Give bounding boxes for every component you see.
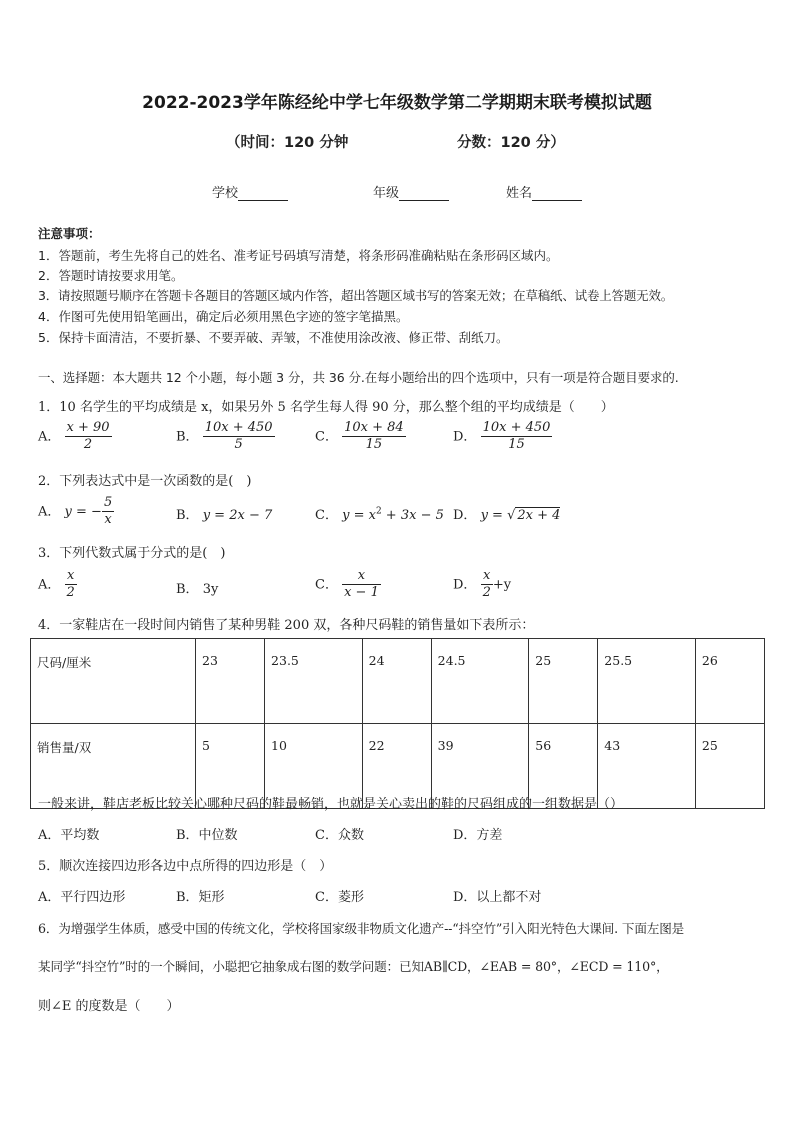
section-heading: 一、选择题：本大题共 12 个小题，每小题 3 分，共 36 分.在每小题给出的四个选项中，只有一项是符合题目要求的.	[38, 370, 679, 385]
q2-option-a: A． y = − $\frac{5}{x}$	[38, 495, 113, 528]
q4-followup: 一般来讲，鞋店老板比较关心哪种尺码的鞋最畅销，也就是关心卖出的鞋的尺码组成的一组数据是（）	[38, 797, 624, 812]
grade-field	[373, 182, 449, 201]
fraction: $\frac{x + 90}{2}$	[66, 420, 110, 453]
q5-option-d: D．以上都不对	[453, 890, 542, 905]
q4-stem: 4．一家鞋店在一段时间内销售了某种男鞋 200 双，各种尺码鞋的销售量如下表所示：	[38, 618, 535, 633]
table-cell: 25	[529, 639, 598, 724]
q5-stem: 5．顺次连接四边形各边中点所得的四边形是（ ）	[38, 859, 333, 874]
q6-line3: 则∠E 的度数是（ ）	[38, 999, 180, 1014]
radical: 2x + 4	[517, 508, 561, 523]
q5-option-a: A．平行四边形	[38, 890, 126, 905]
grade-blank	[399, 187, 449, 201]
table-cell: 5	[196, 724, 265, 809]
exam-title: 2022-2023学年陈经纶中学七年级数学第二学期期末联考模拟试题	[142, 93, 652, 113]
q1-option-c: C． $\frac{10x + 84}{15}$	[315, 420, 404, 453]
notice-item: 3．请按照题号顺序在答题卡各题目的答题区域内作答，超出答题区域书写的答案无效；在草稿纸、试卷上答题无效。	[38, 288, 674, 303]
notice-heading: 注意事项：	[38, 226, 101, 241]
name-label: 姓名	[506, 186, 533, 201]
q3-option-d: D． $\frac{x}{2}$ +y	[453, 568, 512, 601]
table-cell: 39	[431, 724, 529, 809]
q1-stem: 1．10 名学生的平均成绩是 x，如果另外 5 名学生每人得 90 分，那么整个组的平均成绩是（ ）	[38, 400, 614, 415]
table-cell: 10	[265, 724, 363, 809]
q4-option-b: B．中位数	[176, 828, 238, 843]
q3-option-b: B． 3y	[176, 582, 219, 597]
q6-line2: 某同学“抖空竹”时的一个瞬间，小聪把它抽象成右图的数学问题：已知AB∥CD，∠EAB = 80°，∠ECD = 110°，	[38, 959, 669, 974]
table-cell: 23.5	[265, 639, 363, 724]
table-cell: 25	[695, 724, 764, 809]
q2-option-d: D． y = √ 2x + 4	[453, 508, 561, 523]
name-blank	[532, 187, 582, 201]
q1-option-b: B． $\frac{10x + 450}{5}$	[176, 420, 273, 453]
q5-option-c: C．菱形	[315, 890, 364, 905]
table-cell: 43	[598, 724, 696, 809]
q2-option-c: C． $y = x^2 + 3x - 5$	[315, 506, 444, 523]
exam-time: （时间：120 分钟	[226, 135, 349, 151]
q1-option-d: D． $\frac{10x + 450}{15}$	[453, 420, 551, 453]
fraction: $\frac{x}{2}$	[482, 568, 491, 601]
q4-option-c: C．众数	[315, 828, 364, 843]
q3-option-c: C． $\frac{x}{x - 1}$	[315, 568, 379, 601]
fraction: $\frac{x}{x - 1}$	[344, 568, 379, 601]
fraction: $\frac{5}{x}$	[103, 495, 113, 528]
q2-option-b: B． y = 2x − 7	[176, 508, 273, 523]
table-cell: 25.5	[598, 639, 696, 724]
q4-option-a: A．平均数	[38, 828, 100, 843]
table-cell: 56	[529, 724, 598, 809]
q4-option-d: D．方差	[453, 828, 503, 843]
school-blank	[238, 187, 288, 201]
q3-stem: 3．下列代数式属于分式的是( )	[38, 546, 226, 561]
table-cell: 22	[362, 724, 431, 809]
notice-item: 1．答题前，考生先将自己的姓名、准考证号码填写清楚，将条形码准确粘贴在条形码区域内。	[38, 248, 559, 263]
q2-stem: 2．下列表达式中是一次函数的是( )	[38, 474, 252, 489]
notice-item: 5．保持卡面清洁，不要折暴、不要弄破、弄皱，不准使用涂改液、修正带、刮纸刀。	[38, 330, 509, 345]
shoe-size-table	[30, 638, 765, 809]
name-field	[506, 182, 582, 201]
notice-item: 2．答题时请按要求用笔。	[38, 268, 184, 283]
notice-item: 4．作图可先使用铅笔画出，确定后必须用黑色字迹的签字笔描黑。	[38, 309, 409, 324]
table-cell: 23	[196, 639, 265, 724]
table-cell: 24	[362, 639, 431, 724]
q6-line1: 6．为增强学生体质，感受中国的传统文化，学校将国家级非物质文化遗产--“抖空竹”引入阳光特色大课间. 下面左图是	[38, 921, 685, 936]
fraction: $\frac{10x + 84}{15}$	[344, 420, 404, 453]
school-field	[212, 182, 288, 201]
fraction: $\frac{10x + 450}{15}$	[482, 420, 551, 453]
school-label: 学校	[212, 186, 239, 201]
table-cell: 24.5	[431, 639, 529, 724]
table-cell: 26	[695, 639, 764, 724]
table-row	[31, 639, 765, 724]
table-header-cell: 尺码/厘米	[31, 639, 196, 724]
table-header-cell: 销售量/双	[31, 724, 196, 809]
q5-option-b: B．矩形	[176, 890, 225, 905]
fraction: $\frac{x}{2}$	[66, 568, 75, 601]
exam-score: 分数：120 分）	[457, 135, 565, 151]
fraction: $\frac{10x + 450}{5}$	[204, 420, 273, 453]
q3-option-a: A． $\frac{x}{2}$	[38, 568, 75, 601]
q1-option-a: A． $\frac{x + 90}{2}$	[38, 420, 110, 453]
grade-label: 年级	[373, 186, 400, 201]
